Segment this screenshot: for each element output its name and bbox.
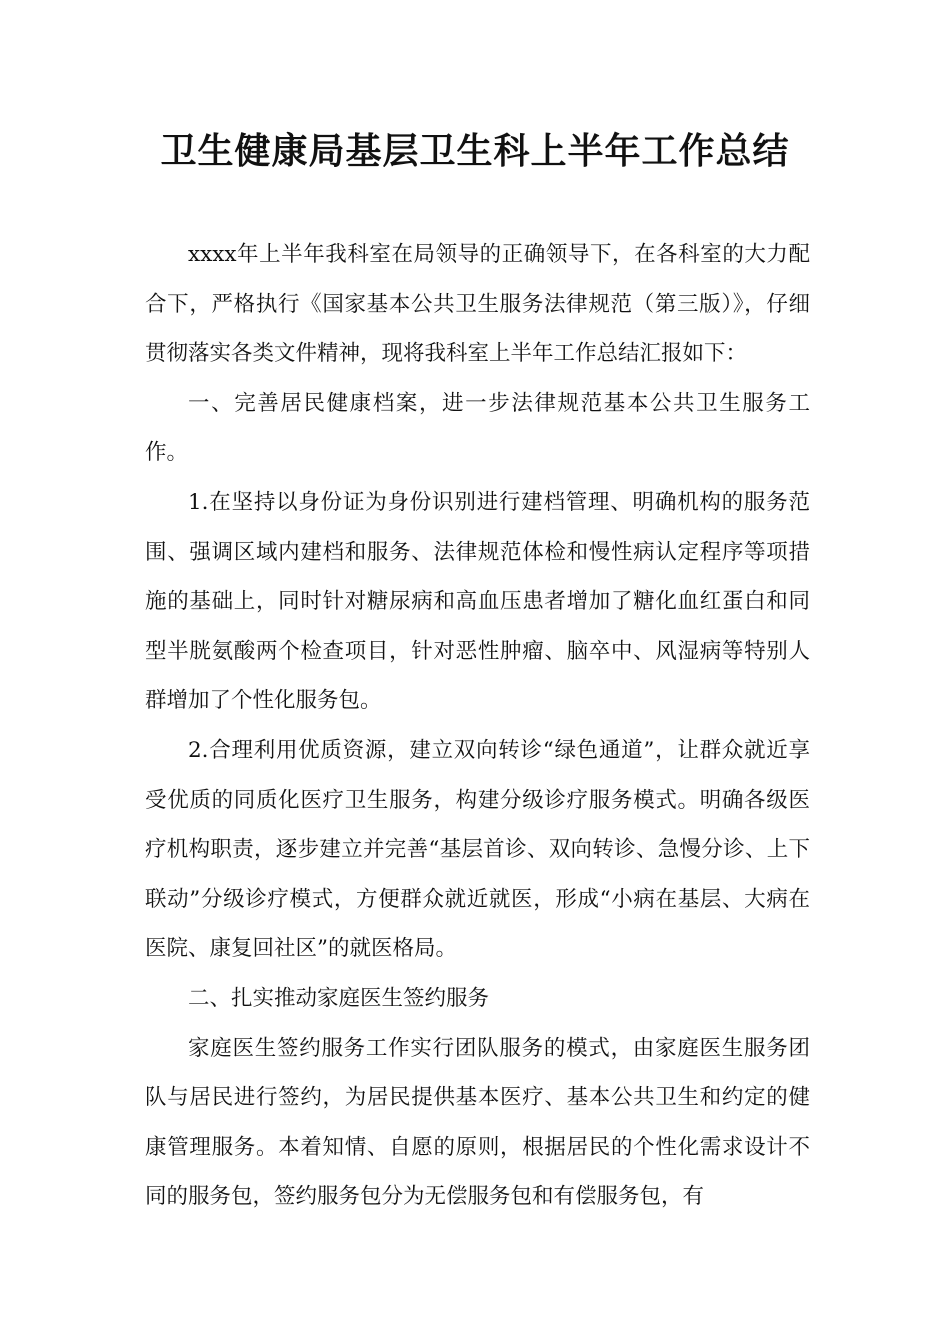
document-body	[145, 230, 810, 1222]
section-heading-2: 二、扎实推动家庭医生签约服务	[188, 985, 490, 1011]
paragraph-intro: xxxx年上半年我科室在局领导的正确领导下，在各科室的大力配合下，严格执行《国家基本公共卫生服务法律规范（第三版）》，仔细贯彻落实各类文件精神，现将我科室上半年工作总结汇报如下：	[145, 242, 810, 367]
section-heading-1: 一、完善居民健康档案，进一步法律规范基本公共卫生服务工作。	[145, 390, 810, 466]
document-title: 卫生健康局基层卫生科上半年工作总结	[160, 131, 790, 172]
paragraph-family-doctor: 家庭医生签约服务工作实行团队服务的模式，由家庭医生服务团队与居民进行签约，为居民提供基本医疗、基本公共卫生和约定的健康管理服务。本着知情、自愿的原则，根据居民的个性化需求设计不同的服务包，签约服务包分为无偿服务包和有偿服务包，有	[145, 1035, 810, 1210]
paragraph-item-1: 1.在坚持以身份证为身份识别进行建档管理、明确机构的服务范围、强调区域内建档和服务、法律规范体检和慢性病认定程序等项措施的基础上，同时针对糖尿病和高血压患者增加了糖化血红蛋白和同型半胱氨酸两个检查项目，针对恶性肿瘤、脑卒中、风湿病等特别人群增加了个性化服务包。	[145, 489, 810, 714]
paragraph-item-2: 2.合理利用优质资源，建立双向转诊“绿色通道”，让群众就近享受优质的同质化医疗卫生服务，构建分级诊疗服务模式。明确各级医疗机构职责，逐步建立并完善“基层首诊、双向转诊、急慢分诊、上下联动”分级诊疗模式，方便群众就近就医，形成“小病在基层、大病在医院、康复回社区”的就医格局。	[145, 737, 810, 962]
